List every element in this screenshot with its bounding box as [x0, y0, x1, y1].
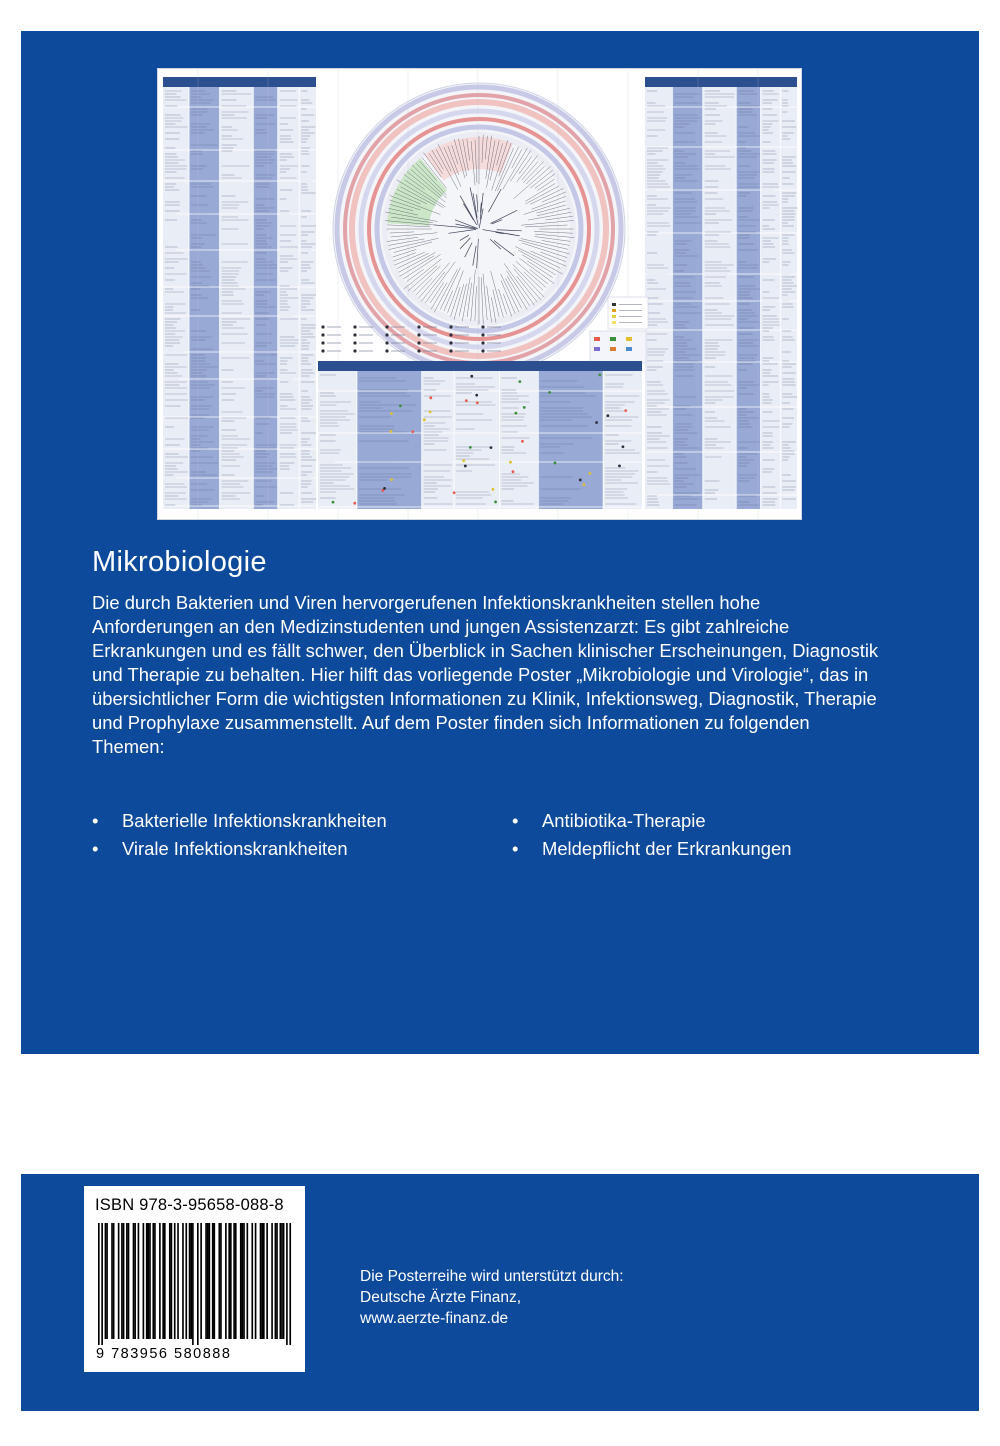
bullet-icon: •: [92, 838, 99, 859]
sponsor-note: [360, 1266, 624, 1329]
sponsor-url: www.aerzte-finanz.de: [360, 1310, 509, 1327]
isbn-barcode-box: [84, 1186, 305, 1372]
page-title: Mikrobiologie: [92, 546, 267, 578]
bullet-icon: •: [512, 810, 519, 831]
sponsor-name: Deutsche Ärzte Finanz,: [360, 1289, 522, 1306]
bullet-icon: •: [92, 810, 99, 831]
description-text: Die durch Bakterien und Viren hervorgerufenen Infektionskrankheiten stellen hohe Anforderungen an den Medizinstudenten und jungen Assistenzarzt: Es gibt zahlreiche Erkrankungen und es fällt schwer, den Überblick in Sachen klinischer Erscheinungen, Diagnostik und Therapie zu behalten. Hier hilft das vorliegende Poster „Mikrobiologie und Virologie“, das in übersichtlicher Form die wichtigsten Informationen zu Klinik, Infektionsweg, Diagnostik, Therapie und Prophylaxe zusammenstellt. Auf dem Poster finden sich Informationen zu folgenden Themen:: [92, 592, 879, 757]
topic-label: Bakterielle Infektionskrankheiten: [122, 810, 387, 831]
poster-preview-image: [157, 68, 802, 520]
sponsor-line: Die Posterreihe wird unterstützt durch:: [360, 1268, 624, 1285]
isbn-label: ISBN 978-3-95658-088-8: [95, 1196, 284, 1214]
topic-label: Virale Infektionskrankheiten: [122, 838, 348, 859]
barcode-icon: [96, 1223, 293, 1345]
bullet-icon: •: [512, 838, 519, 859]
topic-label: Meldepflicht der Erkrankungen: [542, 838, 792, 859]
barcode-digits: 9 783956 580888: [96, 1346, 232, 1362]
topic-label: Antibiotika-Therapie: [542, 810, 706, 831]
